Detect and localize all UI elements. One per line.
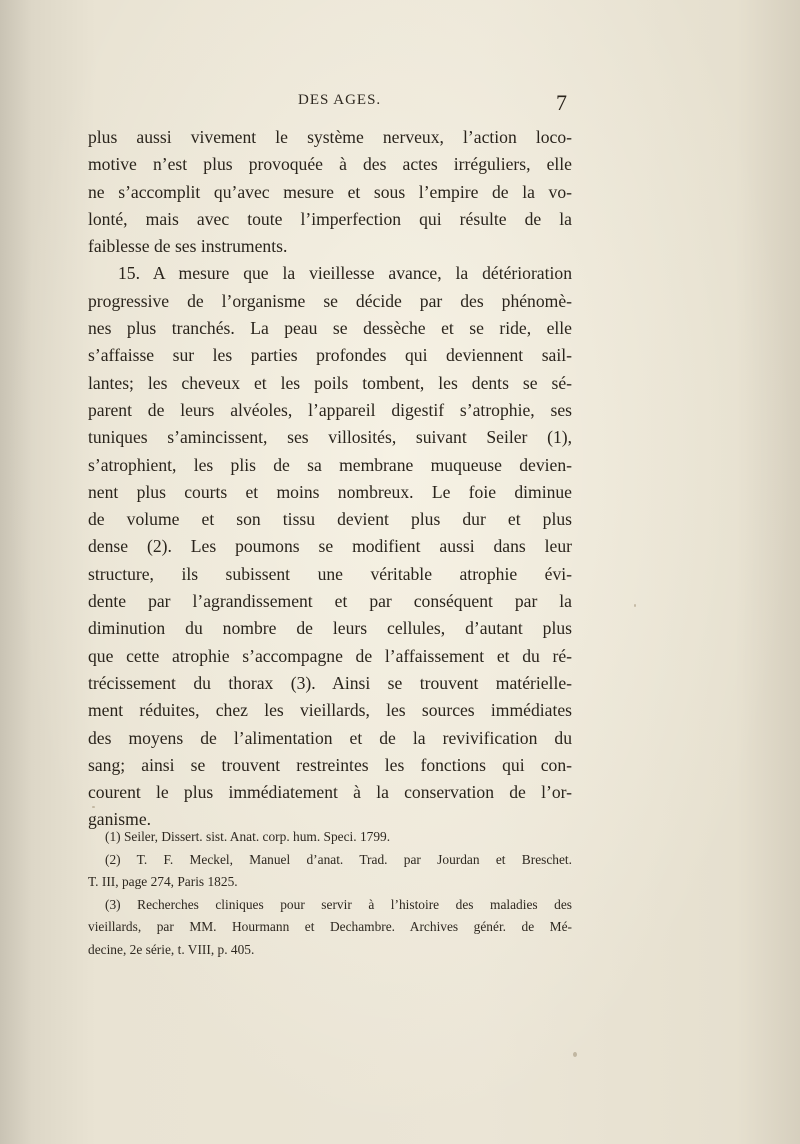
footnote-2: (2) T. F. Meckel, Manuel d’anat. Trad. par Jourdan et Breschet. [105,851,572,867]
text-line: structure, ils subissent une véritable atrophie évi- [88,563,572,584]
text-line: nent plus courts et moins nombreux. Le foie diminue [88,481,572,502]
footnote-1: (1) Seiler, Dissert. sist. Anat. corp. hum. Speci. 1799. [105,829,391,844]
text-line: ne s’accomplit qu’avec mesure et sous l’empire de la vo- [88,181,572,202]
footnote-3-continuation: decine, 2e série, t. VIII, p. 405. [88,941,255,957]
text-line: plus aussi vivement le système nerveux, l’action loco- [88,127,572,147]
text-line: de volume et son tissu devient plus dur et plus [88,509,572,530]
running-head: DES AGES. [298,92,382,108]
footnote-3-continuation: vieillards, par MM. Hourmann et Dechambre. Archives génér. de Mé- [88,919,572,935]
text-line: lantes; les cheveux et les poils tombent, les dents se sé- [88,372,572,393]
text-line: des moyens de l’alimentation et de la revivification du [88,727,572,748]
text-line: s’affaisse sur les parties profondes qui deviennent sail- [88,345,572,366]
paragraph-15-start: 15. A mesure que la vieillesse avance, la détérioration [118,263,572,284]
text-line: tuniques s’amincissent, ses villosités, suivant Seiler (1), [88,427,572,448]
text-line: ganisme. [88,809,152,830]
text-line: nes plus tranchés. La peau se dessèche et se ride, elle [88,318,572,339]
text-line: sang; ainsi se trouvent restreintes les fonctions qui con- [88,754,572,775]
text-line: que cette atrophie s’accompagne de l’affaissement et du ré- [88,645,572,666]
footnote-3: (3) Recherches cliniques pour servir à l’histoire des maladies des [105,896,572,912]
paper-speck [573,1052,577,1057]
text-line: courent le plus immédiatement à la conservation de l’or- [88,782,572,803]
text-line: faiblesse de ses instruments. [88,236,288,257]
text-line: s’atrophient, les plis de sa membrane muqueuse devien- [88,454,572,475]
text-line: ment réduites, chez les vieillards, les sources immédiates [88,700,572,721]
paper-speck [634,604,636,607]
body-text [88,124,572,834]
text-line: dense (2). Les poumons se modifient aussi dans leur [88,536,572,557]
text-line: lonté, mais avec toute l’imperfection qui résulte de la [88,208,572,229]
text-line: parent de leurs alvéoles, l’appareil digestif s’atrophie, ses [88,399,572,420]
footnotes [88,826,572,962]
text-line: dente par l’agrandissement et par conséquent par la [88,591,572,612]
paper-speck [92,806,95,808]
footnote-2-continuation: T. III, page 274, Paris 1825. [88,874,238,890]
text-line: diminution du nombre de leurs cellules, d’autant plus [88,618,572,639]
text-line: trécissement du thorax (3). Ainsi se trouvent matérielle- [88,672,572,693]
text-line: motive n’est plus provoquée à des actes irréguliers, elle [88,154,572,175]
text-line: progressive de l’organisme se décide par des phénomè- [88,290,572,311]
page-number: 7 [556,90,567,115]
